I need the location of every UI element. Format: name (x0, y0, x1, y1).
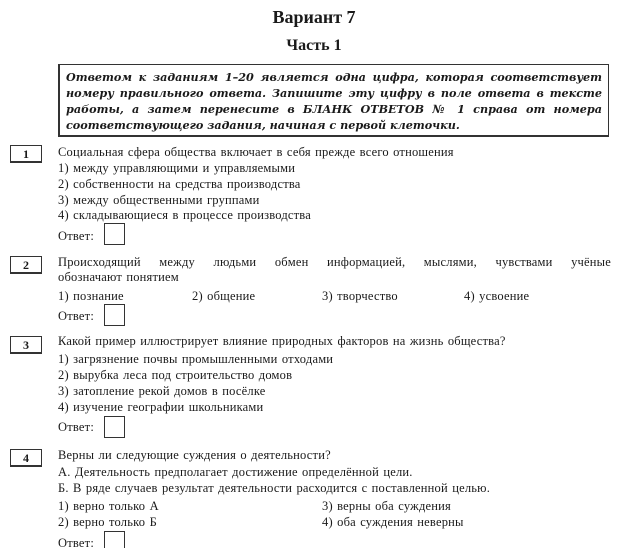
task-question: Социальная сфера общества включает в себя прежде всего отношения (58, 145, 454, 159)
option: 2) собственности на средства производства (58, 177, 301, 191)
option: 4) оба суждения неверны (322, 515, 464, 529)
option: 3) между общественными группами (58, 193, 260, 207)
task-question: Какой пример иллюстрирует влияние природных факторов на жизнь общества? (58, 334, 506, 348)
variant-title: Вариант 7 (272, 7, 356, 27)
option: 3) затопление рекой домов в посёлке (58, 384, 266, 398)
instruction-line: Ответом к заданиям 1–20 является одна цифра, которая соответствует (66, 70, 602, 84)
task-number: 2 (10, 256, 42, 274)
task-number: 4 (10, 449, 42, 467)
instruction-line: работы, а затем перенесите в БЛАНК ОТВЕТОВ № 1 справа от номера (66, 102, 602, 116)
statement: А. Деятельность предполагает достижение определённой цели. (58, 465, 413, 479)
instruction-line: соответствующего задания, начиная с первой клеточки. (66, 118, 460, 132)
task-question: Происходящий между людьми обмен информацией, мыслями, чувствами учёные (58, 255, 611, 269)
option: 2) вырубка леса под строительство домов (58, 368, 293, 382)
answer-box[interactable] (104, 531, 125, 548)
answer-box[interactable] (104, 223, 125, 245)
instructions-box (58, 64, 609, 137)
task-question: обозначают понятием (58, 270, 179, 284)
option: 3) творчество (322, 289, 398, 303)
task-number: 1 (10, 145, 42, 163)
option: 2) общение (192, 289, 256, 303)
answer-label: Ответ: (58, 536, 95, 548)
option: 4) изучение географии школьниками (58, 400, 264, 414)
answer-label: Ответ: (58, 420, 95, 434)
option: 1) между управляющими и управляемыми (58, 161, 296, 175)
statement: Б. В ряде случаев результат деятельности расходится с поставленной целью. (58, 481, 491, 495)
option: 1) познание (58, 289, 124, 303)
part-title: Часть 1 (286, 37, 342, 54)
answer-box[interactable] (104, 416, 125, 438)
option: 1) загрязнение почвы промышленными отходами (58, 352, 334, 366)
option: 1) верно только А (58, 499, 159, 513)
option: 2) верно только Б (58, 515, 157, 529)
task-question: Верны ли следующие суждения о деятельности? (58, 448, 331, 462)
option: 3) верны оба суждения (322, 499, 452, 513)
answer-label: Ответ: (58, 309, 95, 323)
answer-box[interactable] (104, 304, 125, 326)
task-number: 3 (10, 336, 42, 354)
option: 4) усвоение (464, 289, 530, 303)
option: 4) складывающиеся в процессе производства (58, 208, 311, 222)
answer-label: Ответ: (58, 229, 95, 243)
instruction-line: номеру правильного ответа. Запишите эту цифру в поле ответа в тексте (66, 86, 602, 100)
